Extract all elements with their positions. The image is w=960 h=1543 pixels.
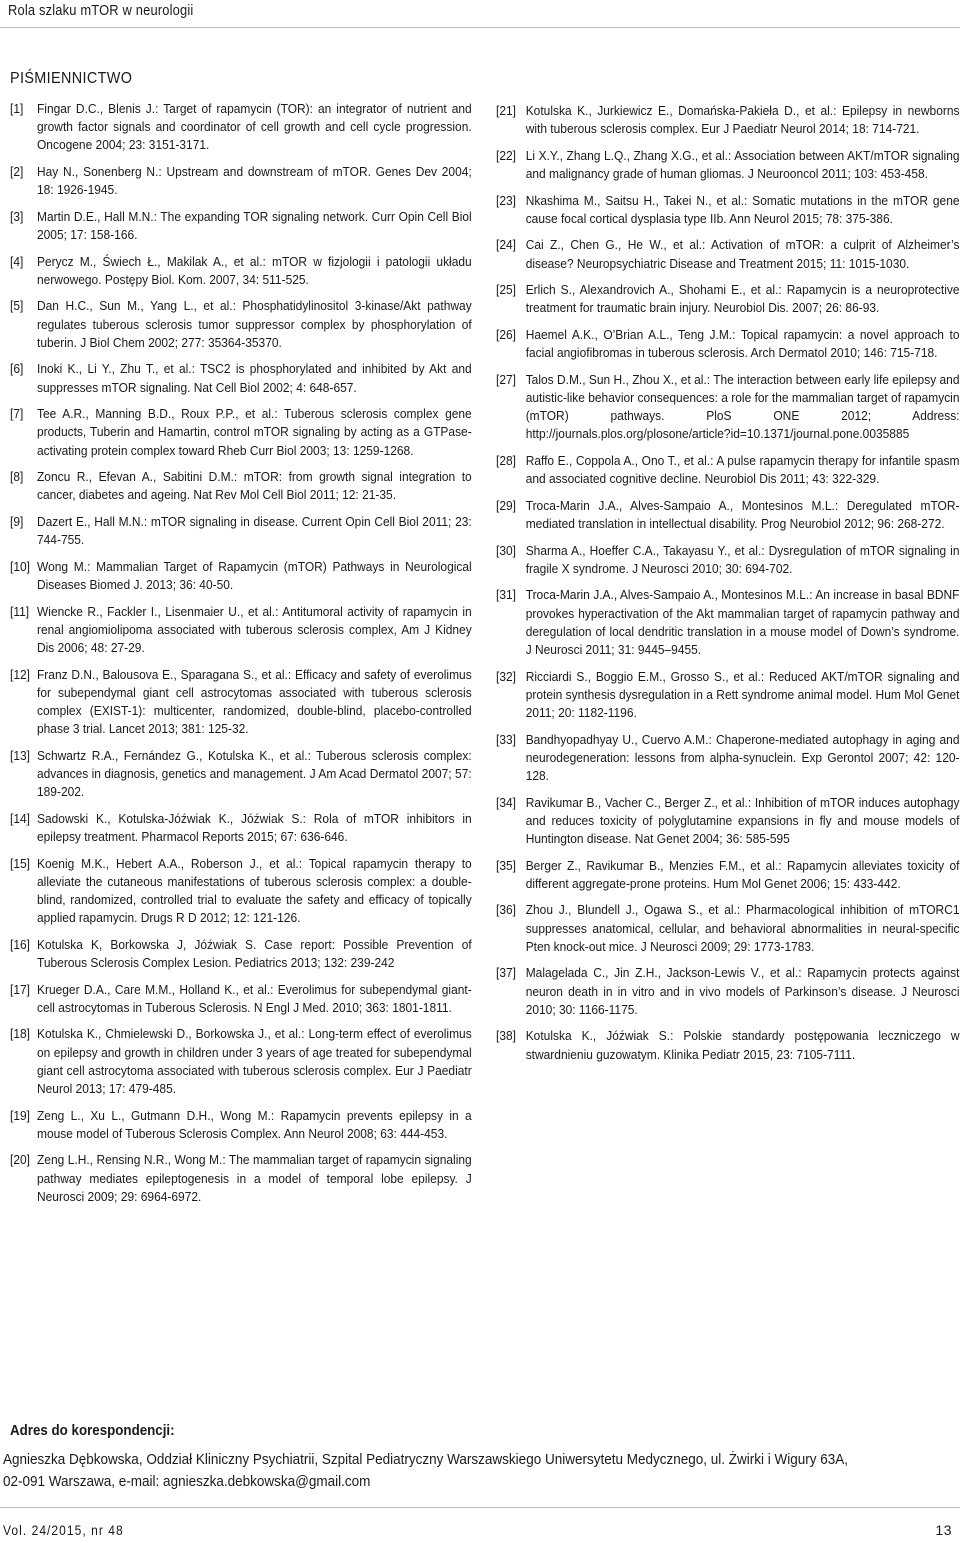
reference-number: [22] [496, 147, 516, 163]
reference-item [10, 810, 472, 846]
reference-text: Kotulska K., Chmielewski D., Borkowska J., et al.: Long-term effect of everolimus on epilepsy and growth in children under 3 years of age treated for subependymal giant cell astrocytoma associated with tuberous sclerosis complex. Eur J Paediatr Neurol 2013; 17: 479-485. [37, 1026, 472, 1096]
reference-item [496, 794, 960, 849]
reference-item [10, 253, 472, 289]
reference-text: Inoki K., Li Y., Zhu T., et al.: TSC2 is phosphorylated and inhibited by Akt and suppresses mTOR signaling. Nat Cell Biol 2002; 4: 648-657. [37, 361, 472, 395]
reference-number: [10] [10, 558, 30, 574]
reference-text: Raffo E., Coppola A., Ono T., et al.: A pulse rapamycin therapy for infantile spasm and associated cognitive decline. Neurobiol Dis 2011; 43: 322-329. [525, 452, 960, 487]
reference-item [10, 558, 472, 594]
reference-item [496, 542, 960, 578]
reference-text: Dan H.C., Sun M., Yang L., et al.: Phosphatidylinositol 3-kinase/Akt pathway regulates tuberous sclerosis tumor suppressor complex by phosphorylation of tuberin. J Biol Chem 2002; 277: 35364-35370. [37, 298, 472, 350]
reference-item [10, 513, 472, 549]
reference-number: [30] [496, 542, 516, 558]
reference-number: [33] [496, 731, 516, 747]
reference-number: [24] [496, 237, 516, 253]
reference-item [10, 405, 472, 460]
reference-number: [7] [10, 406, 24, 422]
reference-text: Kotulska K., Jurkiewicz E., Domańska-Pakieła D., et al.: Epilepsy in newborns with tuberous sclerosis complex. Eur J Paediatr Neurol 2014; 18: 714-721. [525, 103, 960, 137]
reference-item [10, 1151, 472, 1206]
reference-number: [11] [10, 603, 30, 619]
reference-item [10, 855, 472, 928]
reference-number: [2] [10, 164, 24, 179]
reference-number: [8] [10, 469, 24, 485]
footer-divider [0, 1507, 960, 1508]
reference-number: [26] [496, 326, 516, 342]
reference-number: [27] [496, 371, 516, 387]
section-title: PIŚMIENNICTWO [10, 70, 133, 87]
reference-number: [19] [10, 1107, 30, 1123]
reference-text: Ricciardi S., Boggio E.M., Grosso S., et al.: Reduced AKT/mTOR signaling and protein synthesis dysregulation in a Rett syndrome animal model. Hum Mol Genet 2011; 20: 1182-1196. [525, 668, 960, 720]
reference-item [496, 901, 960, 956]
reference-number: [1] [10, 101, 24, 116]
reference-number: [37] [496, 965, 516, 981]
reference-item [10, 360, 472, 396]
reference-text: Zeng L., Xu L., Gutmann D.H., Wong M.: Rapamycin prevents epilepsy in a mouse model of Tuberous Sclerosis Complex. Ann Neurol 2008; 63: 444-453. [37, 1107, 472, 1141]
references-left-column [10, 100, 472, 1214]
reference-text: Tee A.R., Manning B.D., Roux P.P., et al.: Tuberous sclerosis complex gene products, Tuberin and Hamartin, control mTOR signaling by acting as a GTPase-activating protein complex toward Rheb Curr Biol 2003; 13: 1259-1268. [37, 406, 472, 458]
reference-number: [14] [10, 810, 30, 826]
reference-text: Wong M.: Mammalian Target of Rapamycin (mTOR) Pathways in Neurological Diseases Biomed J. 2013; 36: 40-50. [37, 558, 472, 592]
reference-item [496, 668, 960, 723]
reference-item [496, 964, 960, 1019]
reference-text: Franz D.N., Balousova E., Sparagana S., et al.: Efficacy and safety of everolimus for subependymal giant cell astrocytomas associated with tuberous sclerosis complex (EXIST-1): multicenter, randomized, double-blind, placebo-controlled phase 3 trial. Lancet 2013; 381: 125-32. [37, 666, 472, 737]
reference-number: [3] [10, 208, 24, 224]
reference-number: [21] [496, 103, 516, 118]
reference-text: Dazert E., Hall M.N.: mTOR signaling in disease. Current Opin Cell Biol 2011; 23: 744-755. [37, 513, 472, 548]
correspondence-line: 02-091 Warszawa, e-mail: agnieszka.debkowska@gmail.com [3, 1473, 371, 1490]
reference-item [10, 468, 472, 504]
reference-item [496, 192, 960, 228]
reference-text: Martin D.E., Hall M.N.: The expanding TOR signaling network. Curr Opin Cell Biol 2005; 17: 158-166. [37, 208, 472, 242]
reference-number: [4] [10, 253, 24, 269]
reference-number: [12] [10, 666, 30, 682]
correspondence-line: Agnieszka Dębkowska, Oddział Kliniczny Psychiatrii, Szpital Pediatryczny Warszawskiego Uniwersytetu Medycznego, ul. Żwirki i Wigury 63A, [3, 1451, 849, 1468]
reference-text: Sharma A., Hoeffer C.A., Takayasu Y., et al.: Dysregulation of mTOR signaling in fragile X syndrome. J Neurosci 2010; 30: 694-702. [525, 542, 960, 576]
reference-item [10, 603, 472, 658]
reference-item [496, 371, 960, 444]
reference-text: Nkashima M., Saitsu H., Takei N., et al.: Somatic mutations in the mTOR gene cause focal cortical dysplasia type IIb. Ann Neurol 2015; 78: 375-386. [525, 192, 960, 226]
reference-number: [6] [10, 361, 24, 377]
reference-item [10, 297, 472, 352]
reference-text: Kotulska K., Jóźwiak S.: Polskie standardy postępowania leczniczego w stwardnieniu guzowatym. Klinika Pediatr 2015, 23: 7105-7111. [525, 1028, 960, 1062]
reference-text: Fingar D.C., Blenis J.: Target of rapamycin (TOR): an integrator of nutrient and growth factor signals and coordinator of cell growth and cell cycle progression. Oncogene 2004; 23: 3151-3171. [37, 101, 472, 153]
reference-number: [18] [10, 1026, 30, 1042]
reference-item [496, 731, 960, 786]
reference-number: [15] [10, 855, 30, 871]
reference-number: [23] [496, 192, 516, 208]
reference-number: [16] [10, 936, 30, 952]
reference-number: [28] [496, 452, 516, 468]
reference-item [496, 452, 960, 488]
reference-item [10, 100, 472, 155]
reference-number: [34] [496, 794, 516, 810]
reference-item [496, 102, 960, 138]
reference-text: Malagelada C., Jin Z.H., Jackson-Lewis V., et al.: Rapamycin protects against neuron death in in vitro and in vivo models of Parkinson’s disease. J Neurosci 2010; 30: 1166-1175. [525, 965, 960, 1017]
reference-text: Wiencke R., Fackler I., Lisenmaier U., et al.: Antitumoral activity of rapamycin in renal angiomiolipoma associated with tuberous sclerosis complex, Am J Kidney Dis 2006; 48: 27-29. [37, 603, 472, 655]
reference-text: Krueger D.A., Care M.M., Holland K., et al.: Everolimus for subependymal giant-cell astrocytomas in Tuberous Sclerosis. N Engl J Med. 2010; 363: 1801-1811. [37, 981, 472, 1015]
reference-number: [29] [496, 497, 516, 513]
reference-item [10, 163, 472, 199]
reference-text: Zoncu R., Efevan A., Sabitini D.M.: mTOR: from growth signal integration to cancer, diabetes and ageing. Nat Rev Mol Cell Biol 2011; 12: 21-35. [37, 469, 472, 503]
reference-text: Kotulska K, Borkowska J, Jóźwiak S. Case report: Possible Prevention of Tuberous Sclerosis Complex Lesion. Pediatrics 2013; 132: 239-242 [37, 936, 472, 970]
correspondence-title: Adres do korespondencji: [10, 1423, 175, 1439]
reference-item [496, 326, 960, 362]
correspondence-address [3, 1449, 948, 1493]
reference-text: Ravikumar B., Vacher C., Berger Z., et al.: Inhibition of mTOR induces autophagy and reduces toxicity of polyglutamine expansions in fly and mouse models of Huntington disease. Nat Genet 2004; 36: 585-595 [525, 794, 960, 846]
reference-number: [20] [10, 1152, 30, 1168]
reference-text: Haemel A.K., O’Brian A.L., Teng J.M.: Topical rapamycin: a novel approach to facial angiofibromas in tuberous sclerosis. Arch Dermatol 2010; 146: 715-718. [525, 326, 960, 361]
reference-text: Talos D.M., Sun H., Zhou X., et al.: The interaction between early life epilepsy and autistic-like behavior consequences: a role for the mammalian target of rapamycin (mTOR) pathways. PloS ONE 2012; Address: http://journals.plos.org/plosone/article?id=10.1371/journal.pone.0035885 [525, 371, 960, 442]
reference-number: [36] [496, 902, 516, 918]
reference-text: Hay N., Sonenberg N.: Upstream and downstream of mTOR. Genes Dev 2004; 18: 1926-1945. [37, 164, 472, 198]
reference-number: [5] [10, 298, 24, 314]
reference-text: Zhou J., Blundell J., Ogawa S., et al.: Pharmacological inhibition of mTORC1 suppresses anatomical, cellular, and behavioral abnormalities in neural-specific Pten knock-out mice. J Neurosci 2009; 29: 1773-1783. [525, 902, 960, 954]
reference-number: [13] [10, 747, 30, 763]
volume-info: Vol. 24/2015, nr 48 [3, 1522, 124, 1538]
reference-item [496, 236, 960, 272]
reference-number: [38] [496, 1028, 516, 1044]
reference-item [10, 666, 472, 739]
running-title: Rola szlaku mTOR w neurologii [8, 2, 194, 19]
reference-number: [9] [10, 513, 24, 529]
reference-item [496, 281, 960, 317]
reference-number: [35] [496, 857, 516, 873]
reference-text: Perycz M., Świech Ł., Makilak A., et al.: mTOR w fizjologii i patologii układu nerwowego. Postępy Biol. Kom. 2007, 34: 511-525. [37, 253, 472, 287]
reference-text: Sadowski K., Kotulska-Jóźwiak K., Jóźwiak S.: Rola of mTOR inhibitors in epilepsy treatment. Pharmacol Reports 2015; 67: 636-646. [37, 810, 472, 844]
reference-item [496, 586, 960, 659]
reference-number: [17] [10, 981, 30, 997]
reference-text: Cai Z., Chen G., He W., et al.: Activation of mTOR: a culprit of Alzheimer’s disease? Neuropsychiatric Disease and Treatment 2015; 11: 1015-1030. [525, 237, 960, 271]
reference-item [10, 981, 472, 1017]
reference-item [496, 147, 960, 183]
reference-text: Bandhyopadhyay U., Cuervo A.M.: Chaperone-mediated autophagy in aging and neurodegeneration: lessons from alpha-synuclein. Exp Gerontol 2007; 42: 120-128. [525, 731, 960, 783]
reference-item [10, 208, 472, 244]
reference-item [10, 747, 472, 802]
reference-text: Troca-Marin J.A., Alves-Sampaio A., Montesinos M.L.: Deregulated mTOR-mediated translation in intellectual disability. Prog Neurobiol 2012; 96: 268-272. [525, 497, 960, 531]
reference-item [496, 1027, 960, 1063]
page-number: 13 [935, 1522, 952, 1538]
reference-item [496, 857, 960, 893]
reference-item [10, 1107, 472, 1143]
references-right-column [496, 102, 960, 1072]
reference-text: Li X.Y., Zhang L.Q., Zhang X.G., et al.: Association between AKT/mTOR signaling and malignancy grade of human gliomas. J Neurooncol 2011; 103: 453-458. [525, 147, 960, 181]
reference-item [496, 497, 960, 533]
reference-number: [31] [496, 587, 516, 603]
reference-item [10, 936, 472, 972]
reference-text: Schwartz R.A., Fernández G., Kotulska K., et al.: Tuberous sclerosis complex: advances in diagnosis, genetics and management. J Am Acad Dermatol 2007; 57: 189-202. [37, 747, 472, 800]
reference-item [10, 1025, 472, 1098]
reference-number: [32] [496, 668, 516, 684]
reference-text: Koenig M.K., Hebert A.A., Roberson J., et al.: Topical rapamycin therapy to alleviate the cutaneous manifestations of tuberous sclerosis complex: a double-blind, randomized, controlled trial to evaluate the safety and efficacy of topically applied rapamycin. Drugs R D 2012; 12: 121-126. [37, 855, 472, 926]
reference-text: Troca-Marin J.A., Alves-Sampaio A., Montesinos M.L.: An increase in basal BDNF provokes hyperactivation of the Akt mammalian target of rapamycin pathway and deregulation of local dendritic translation in a mouse model of Down’s syndrome. J Neurosci 2011; 31: 9445–9455. [525, 587, 960, 657]
reference-text: Erlich S., Alexandrovich A., Shohami E., et al.: Rapamycin is a neuroprotective treatment for traumatic brain injury. Neurobiol Dis. 2007; 26: 86-93. [525, 282, 960, 316]
reference-text: Berger Z., Ravikumar B., Menzies F.M., et al.: Rapamycin alleviates toxicity of different aggregate-prone proteins. Hum Mol Genet 2006; 15: 433-442. [525, 857, 960, 891]
header-divider [0, 27, 960, 28]
reference-text: Zeng L.H., Rensing N.R., Wong M.: The mammalian target of rapamycin signaling pathway mediates epileptogenesis in a model of temporal lobe epilepsy. J Neurosci 2009; 29: 6964-6972. [37, 1152, 472, 1204]
reference-number: [25] [496, 282, 516, 298]
